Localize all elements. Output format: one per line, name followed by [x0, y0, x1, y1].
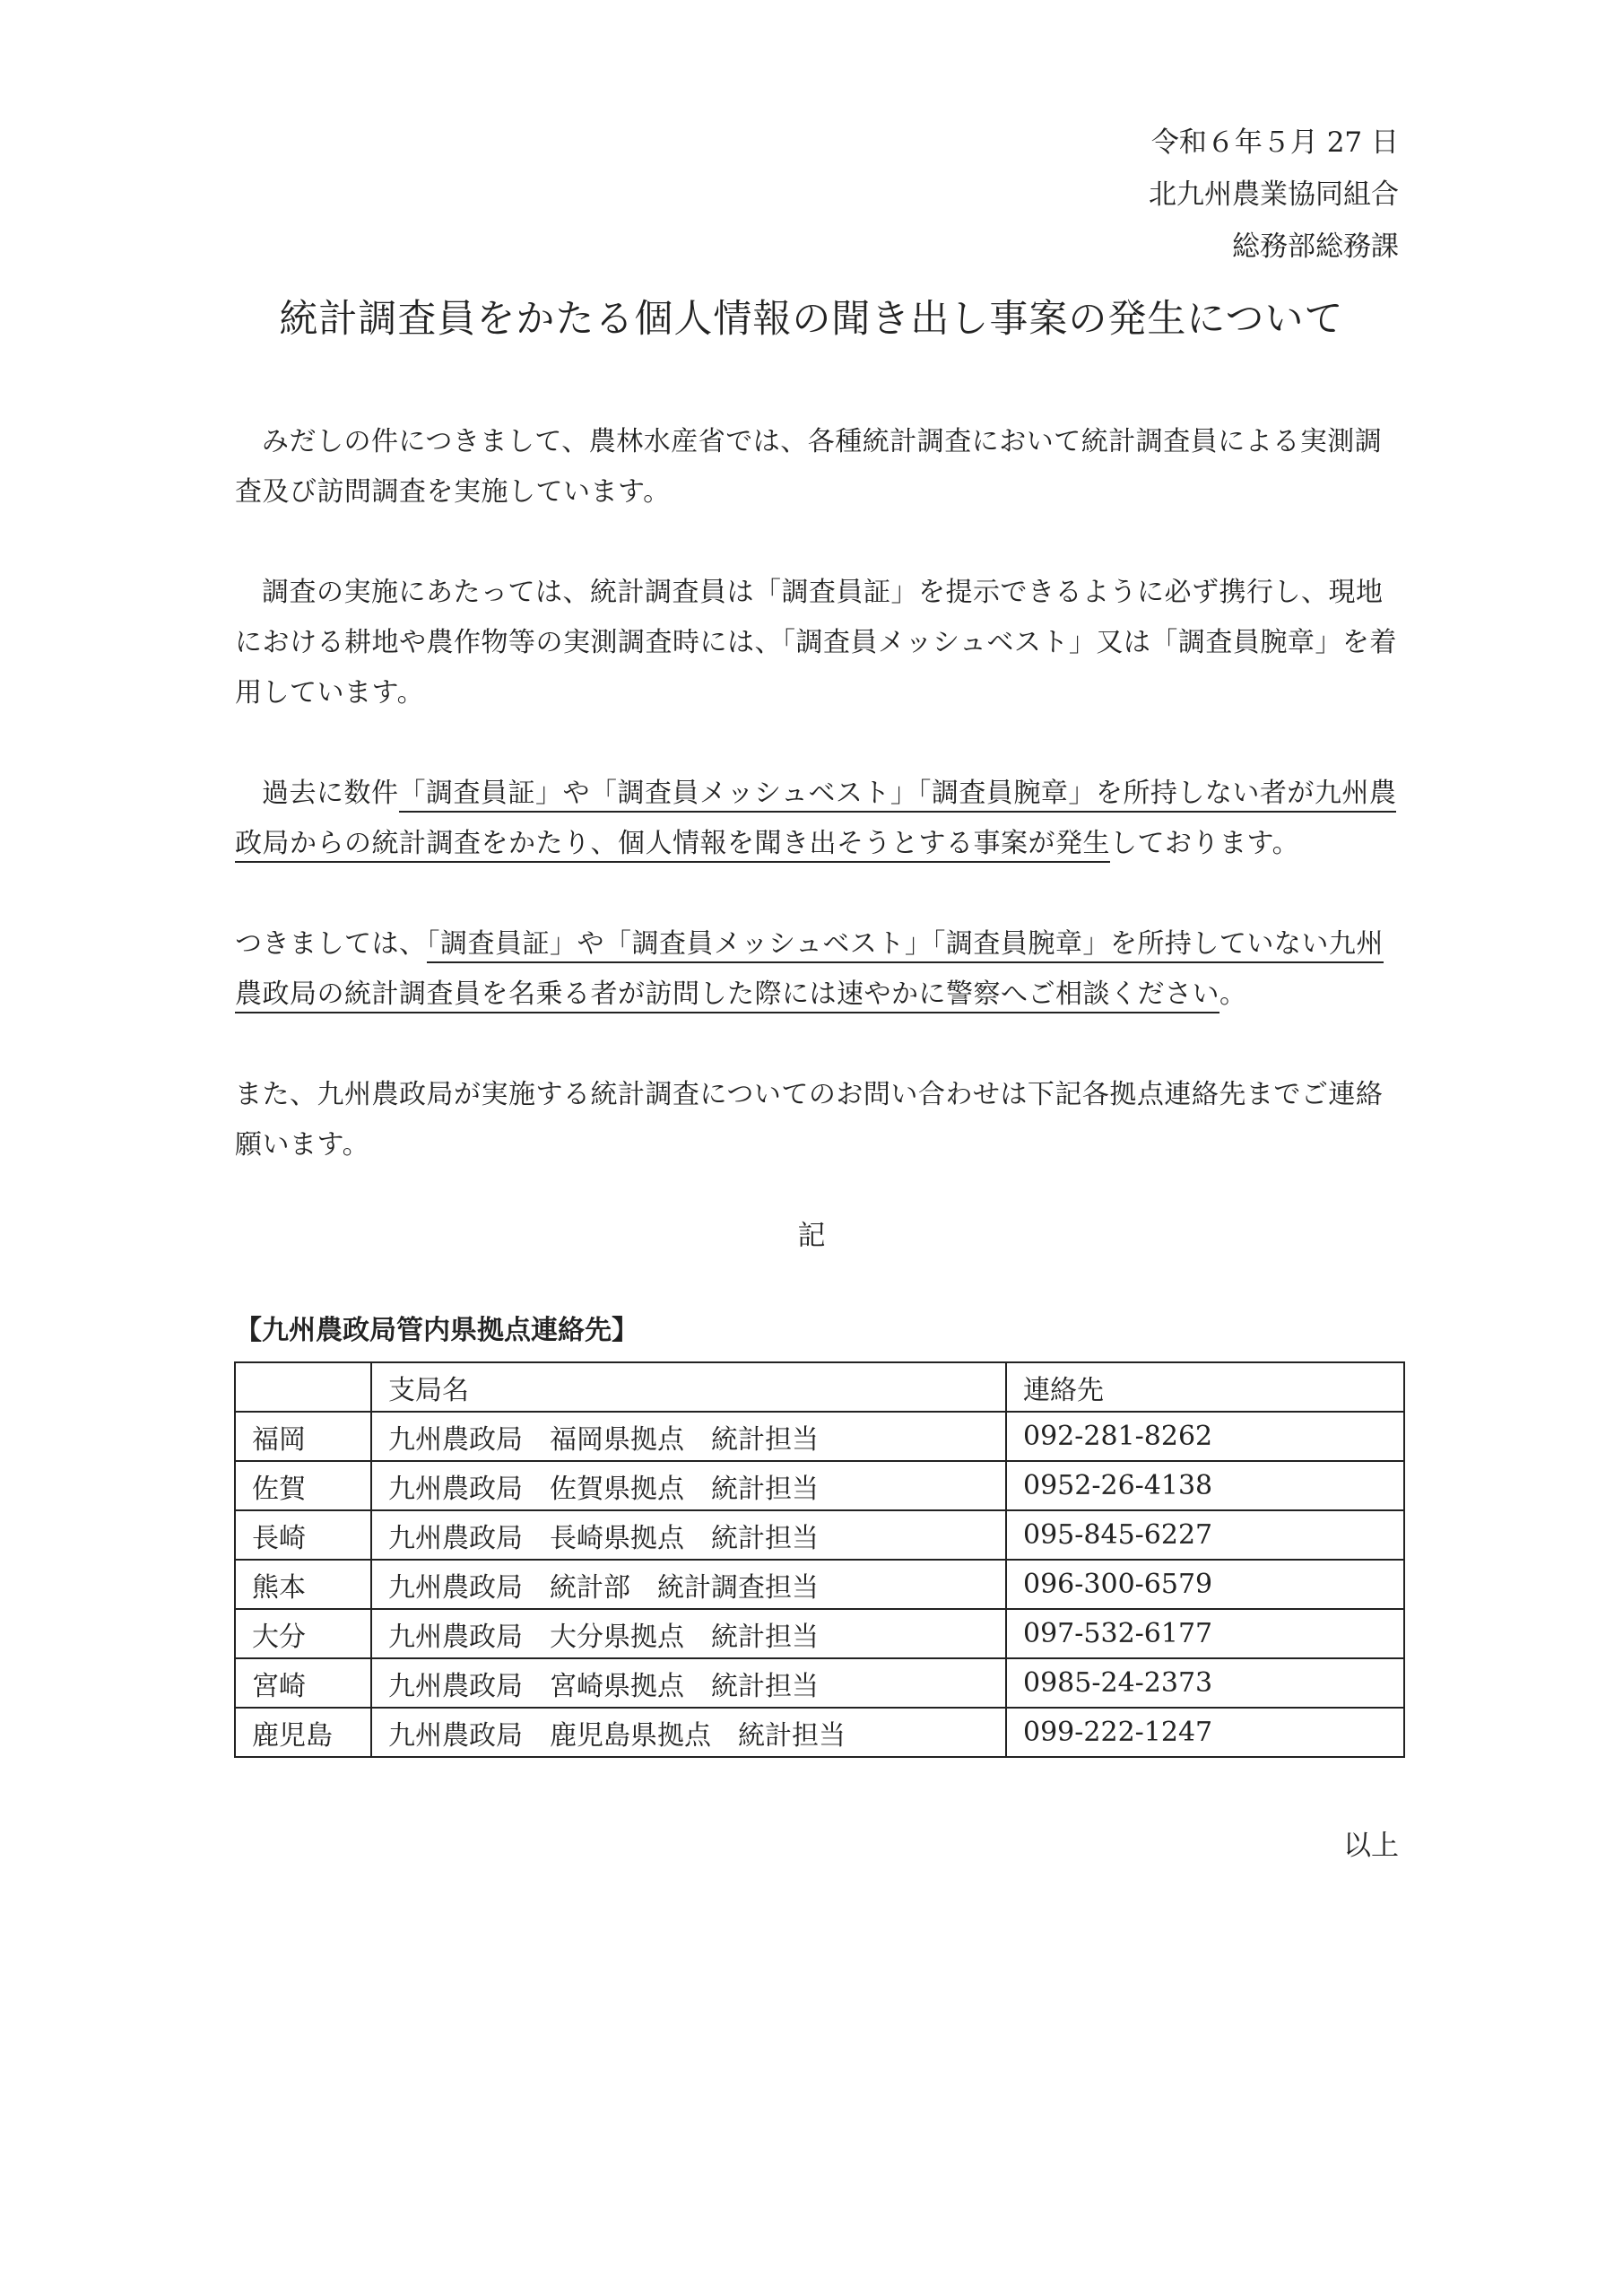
cell-phone: 092-281-8262 — [1006, 1412, 1404, 1461]
request-underlined-text: 「調査員証」や「調査員メッシュベスト」「調査員腕章」を所持していない九州農政局の統計調査員を名乗る者が訪問した際には速やかに警察へご相談ください — [235, 928, 1384, 1013]
office-unit: 統計担当 — [711, 1670, 819, 1702]
office-bureau: 九州農政局 — [388, 1423, 523, 1456]
paragraph-identification: 調査の実施にあたっては、統計調査員は「調査員証」を提示できるように必ず携行し、現地における耕地や農作物等の実測調査時には、「調査員メッシュベスト」又は「調査員腕章」を着用しています。 — [235, 577, 1397, 709]
paragraph-request — [235, 919, 1401, 1020]
cell-office — [371, 1461, 1006, 1510]
table-row — [235, 1609, 1404, 1658]
table-heading: 【九州農政局管内県拠点連絡先】 — [235, 1315, 638, 1346]
contacts-table — [234, 1361, 1405, 1758]
office-bureau: 九州農政局 — [388, 1522, 523, 1554]
table-row — [235, 1461, 1404, 1510]
cell-prefecture: 佐賀 — [235, 1461, 371, 1510]
office-branch: 宮崎県拠点 — [550, 1670, 684, 1702]
table-row — [235, 1560, 1404, 1609]
office-branch: 佐賀県拠点 — [550, 1473, 684, 1505]
paragraph-inquiries: また、九州農政局が実施する統計調査についてのお問い合わせは下記各拠点連絡先までご連絡願います。 — [235, 1079, 1384, 1161]
cell-prefecture: 宮崎 — [235, 1658, 371, 1708]
request-lead-text: つきましては、 — [235, 928, 427, 960]
sender-organization: 北九州農業協同組合 — [1149, 178, 1399, 211]
sender-department: 総務部総務課 — [1232, 230, 1399, 263]
cell-office — [371, 1708, 1006, 1757]
office-unit: 統計担当 — [711, 1522, 819, 1554]
incident-lead-text: 過去に数件 — [262, 778, 399, 809]
table-row — [235, 1708, 1404, 1757]
cell-office — [371, 1412, 1006, 1461]
table-header-row — [235, 1362, 1404, 1412]
office-bureau: 九州農政局 — [388, 1719, 523, 1752]
cell-prefecture: 熊本 — [235, 1560, 371, 1609]
cell-phone: 099-222-1247 — [1006, 1708, 1404, 1757]
office-unit: 統計担当 — [711, 1423, 819, 1456]
ki-marker: 記 — [797, 1220, 826, 1252]
cell-phone: 0985-24-2373 — [1006, 1658, 1404, 1708]
table-row — [235, 1658, 1404, 1708]
cell-phone: 097-532-6177 — [1006, 1609, 1404, 1658]
header-cell-office: 支局名 — [371, 1362, 1006, 1412]
office-branch: 統計部 — [550, 1571, 630, 1604]
office-bureau: 九州農政局 — [388, 1571, 523, 1604]
office-branch: 鹿児島県拠点 — [550, 1719, 711, 1752]
cell-office — [371, 1658, 1006, 1708]
issue-date: 令和６年５月 27 日 — [1150, 126, 1399, 159]
cell-prefecture: 福岡 — [235, 1412, 371, 1461]
request-tail-text: 。 — [1219, 978, 1247, 1010]
office-bureau: 九州農政局 — [388, 1621, 523, 1653]
cell-phone: 095-845-6227 — [1006, 1510, 1404, 1560]
cell-office — [371, 1510, 1006, 1560]
closing-mark: 以上 — [1343, 1830, 1399, 1862]
incident-tail-text: しております。 — [1110, 828, 1300, 859]
office-unit: 統計調査担当 — [657, 1571, 819, 1604]
office-bureau: 九州農政局 — [388, 1473, 523, 1505]
office-bureau: 九州農政局 — [388, 1670, 523, 1702]
cell-prefecture: 大分 — [235, 1609, 371, 1658]
cell-office — [371, 1609, 1006, 1658]
header-cell-prefecture — [235, 1362, 371, 1412]
cell-phone: 096-300-6579 — [1006, 1560, 1404, 1609]
office-unit: 統計担当 — [738, 1719, 846, 1752]
document-title: 統計調査員をかたる個人情報の聞き出し事案の発生について — [279, 297, 1344, 342]
office-branch: 大分県拠点 — [550, 1621, 684, 1653]
office-branch: 長崎県拠点 — [550, 1522, 684, 1554]
office-unit: 統計担当 — [711, 1473, 819, 1505]
table-row — [235, 1412, 1404, 1461]
letter-header — [1149, 117, 1399, 273]
cell-phone: 0952-26-4138 — [1006, 1461, 1404, 1510]
incident-underlined-text: 「調査員証」や「調査員メッシュベスト」「調査員腕章」を所持しない者が九州農政局からの統計調査をかたり、個人情報を聞き出そうとする事案が発生 — [235, 778, 1396, 863]
cell-prefecture: 長崎 — [235, 1510, 371, 1560]
cell-office — [371, 1560, 1006, 1609]
office-unit: 統計担当 — [711, 1621, 819, 1653]
paragraph-incident — [235, 769, 1401, 869]
office-branch: 福岡県拠点 — [550, 1423, 684, 1456]
cell-prefecture: 鹿児島 — [235, 1708, 371, 1757]
table-row — [235, 1510, 1404, 1560]
header-cell-contact: 連絡先 — [1006, 1362, 1404, 1412]
paragraph-intro: みだしの件につきまして、農林水産省では、各種統計調査において統計調査員による実測調査及び訪問調査を実施しています。 — [235, 426, 1383, 508]
